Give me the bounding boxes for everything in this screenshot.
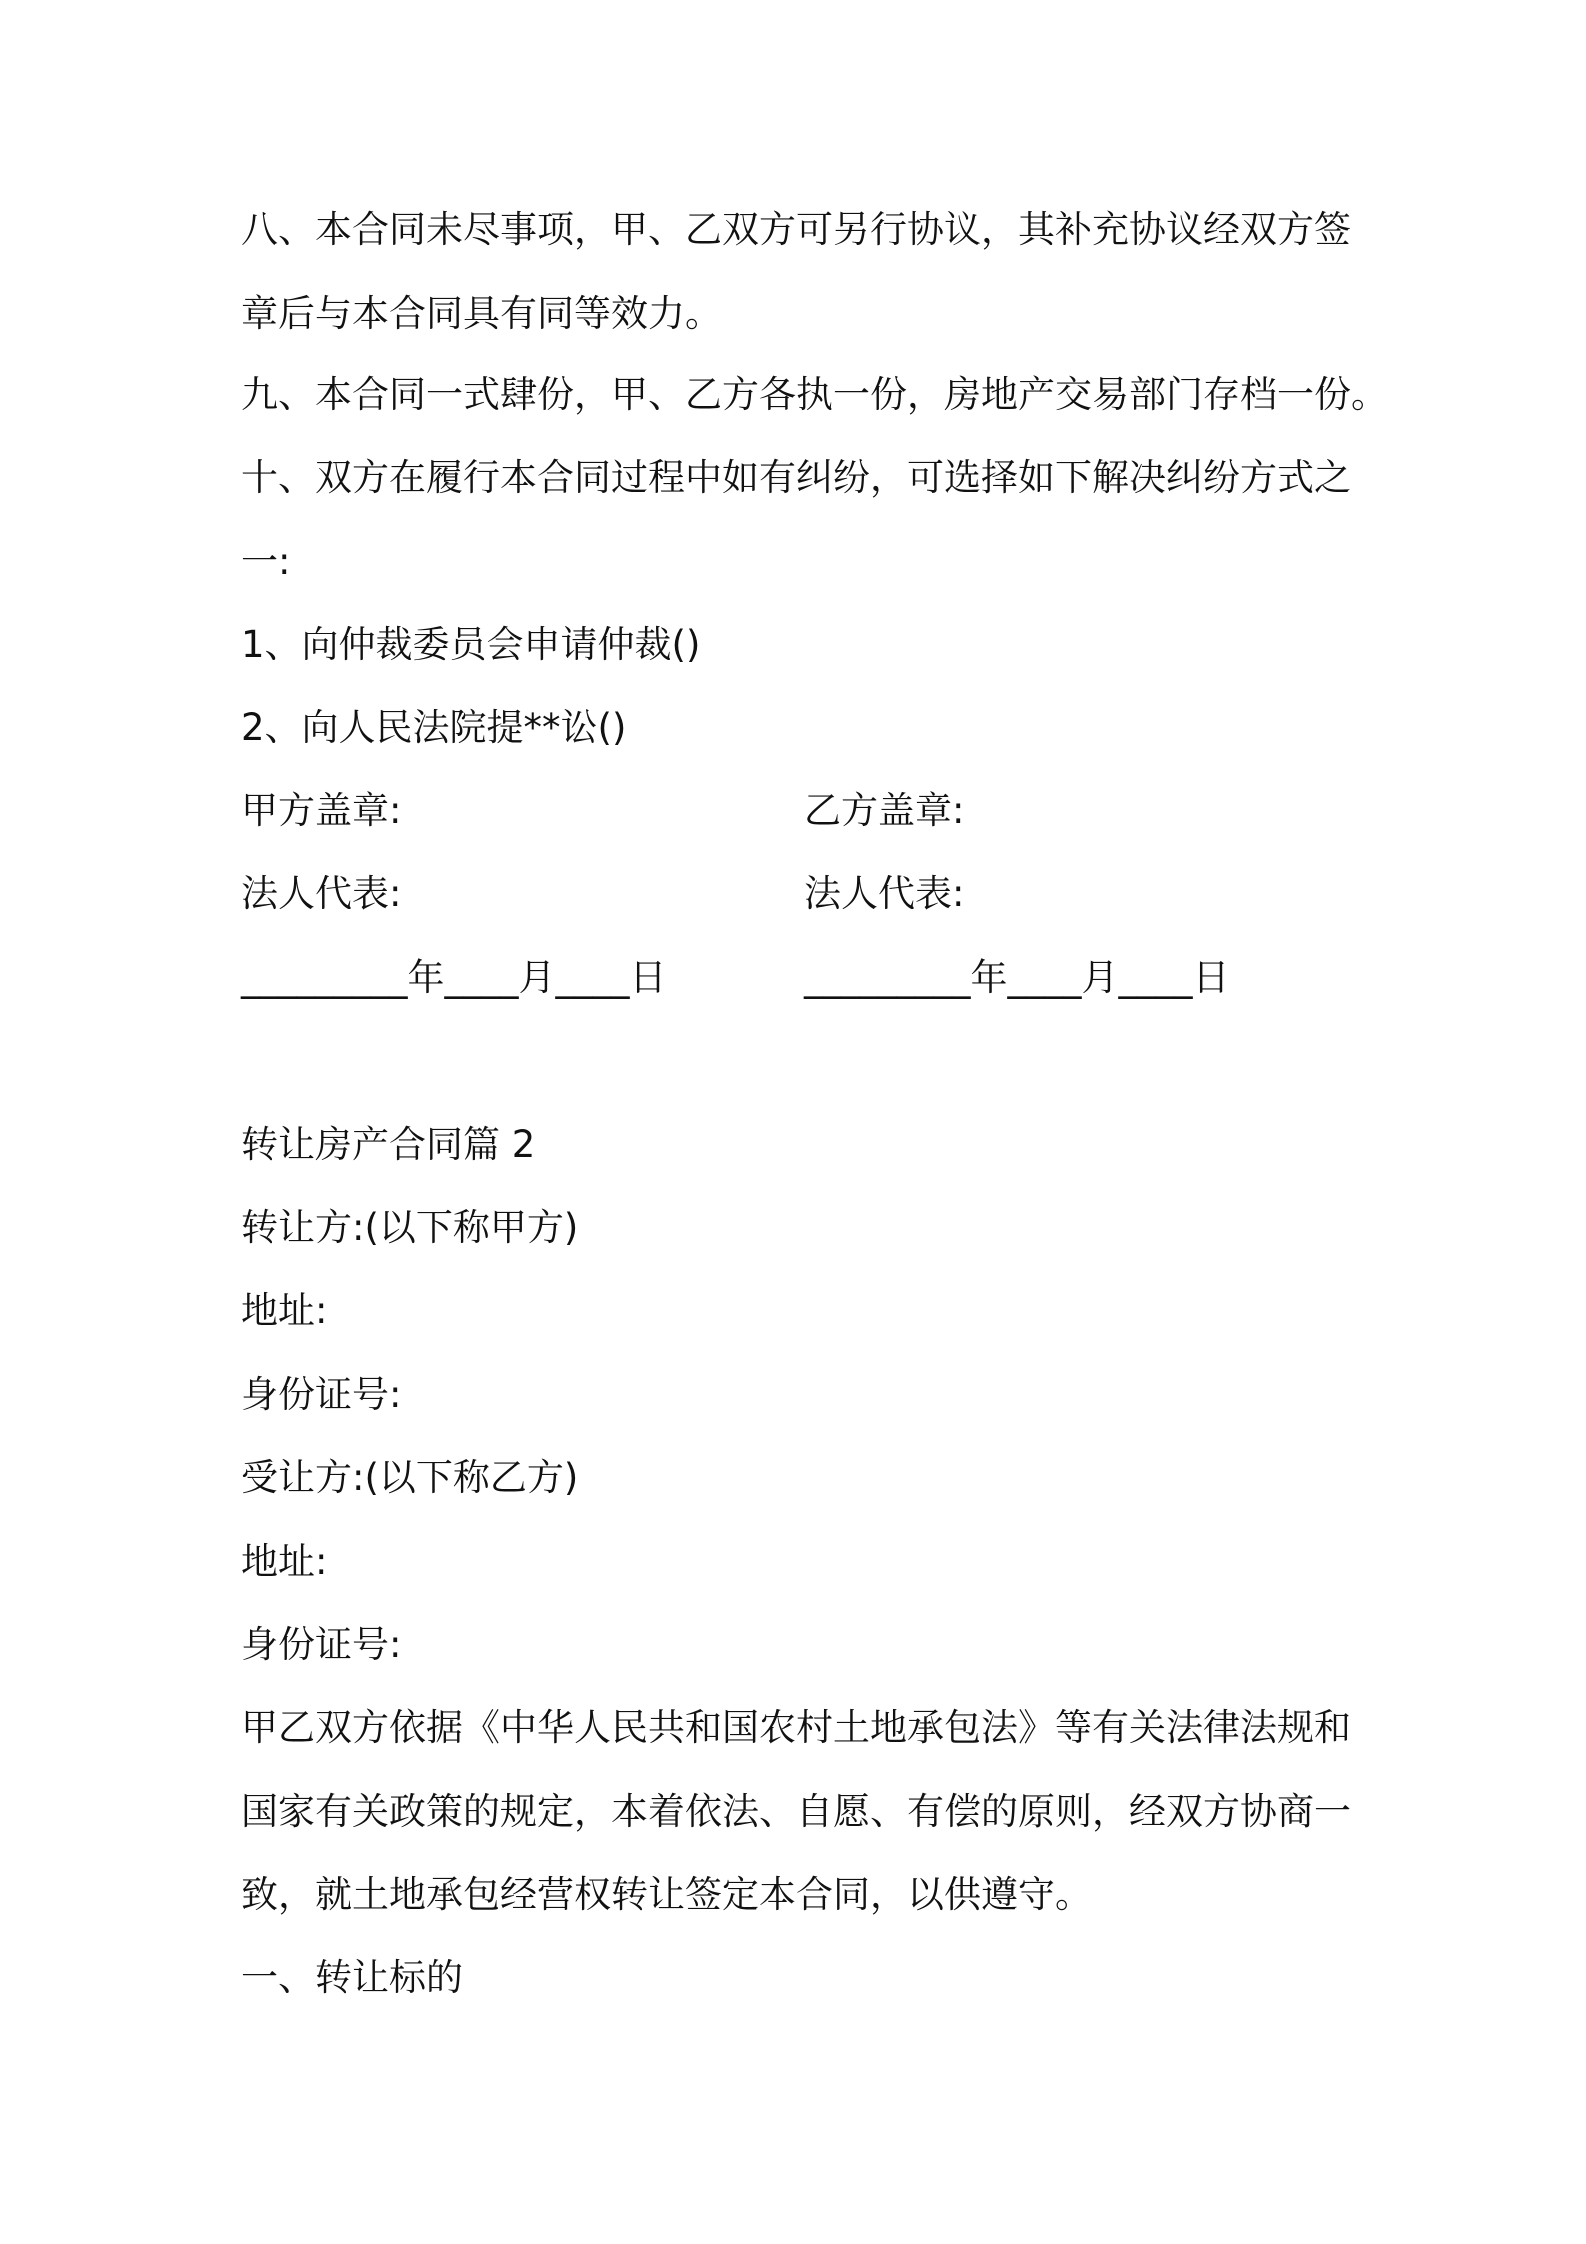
section-heading-1: 一、转让标的: [241, 1956, 463, 1999]
transferee-label: 受让方:(以下称乙方): [241, 1456, 579, 1499]
clause-8-line-2: 章后与本合同具有同等效力。: [241, 292, 722, 335]
party-b-seal-label: 乙方盖章:: [804, 789, 965, 832]
contract-2-title: 转让房产合同篇 2: [241, 1123, 536, 1166]
preamble-line-3: 致，就土地承包经营权转让签定本合同，以供遵守。: [241, 1873, 1092, 1916]
clause-9: 九、本合同一式肆份，甲、乙方各执一份，房地产交易部门存档一份。: [241, 373, 1388, 416]
transferor-address-label: 地址:: [241, 1289, 328, 1332]
dispute-option-1: 1、向仲裁委员会申请仲裁(): [241, 623, 701, 666]
clause-10-line-1: 十、双方在履行本合同过程中如有纠纷，可选择如下解决纠纷方式之: [241, 456, 1351, 499]
transferor-label: 转让方:(以下称甲方): [241, 1206, 579, 1249]
party-a-seal-label: 甲方盖章:: [241, 789, 402, 832]
party-b-date-line: _________年____月____日: [804, 956, 1230, 999]
clause-10-line-2: 一:: [241, 540, 291, 583]
dispute-option-2: 2、向人民法院提**讼(): [241, 706, 627, 749]
transferee-id-label: 身份证号:: [241, 1623, 402, 1666]
transferor-id-label: 身份证号:: [241, 1373, 402, 1416]
party-a-date-line: _________年____月____日: [241, 956, 667, 999]
party-a-representative-label: 法人代表:: [241, 872, 402, 915]
transferee-address-label: 地址:: [241, 1540, 328, 1583]
preamble-line-1: 甲乙双方依据《中华人民共和国农村土地承包法》等有关法律法规和: [241, 1706, 1351, 1749]
party-b-representative-label: 法人代表:: [804, 872, 965, 915]
preamble-line-2: 国家有关政策的规定，本着依法、自愿、有偿的原则，经双方协商一: [241, 1790, 1351, 1833]
clause-8-line-1: 八、本合同未尽事项，甲、乙双方可另行协议，其补充协议经双方签: [241, 208, 1351, 251]
